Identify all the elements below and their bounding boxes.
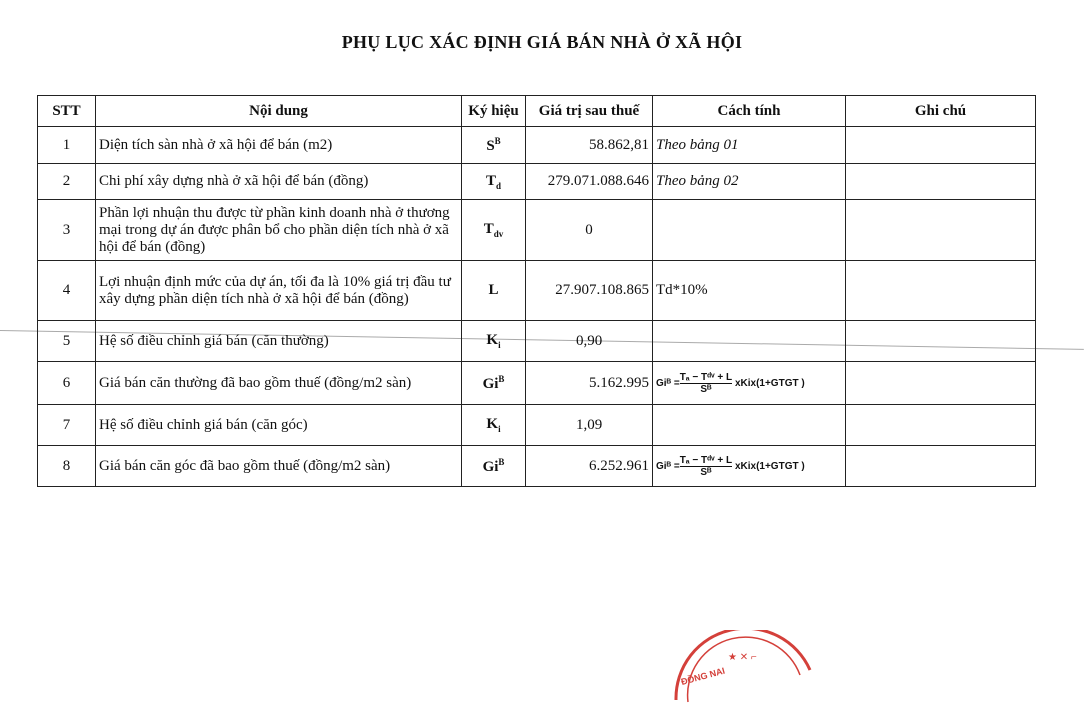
note-cell bbox=[846, 200, 1036, 261]
column-header: Giá trị sau thuế bbox=[526, 96, 653, 127]
value-cell: 27.907.108.865 bbox=[526, 261, 653, 321]
value-cell: 1,09 bbox=[526, 405, 653, 446]
column-header: Cách tính bbox=[653, 96, 846, 127]
column-header: Ghi chú bbox=[846, 96, 1036, 127]
method-cell bbox=[653, 405, 846, 446]
table-row bbox=[38, 362, 1036, 405]
note-cell bbox=[846, 127, 1036, 164]
note-cell bbox=[846, 261, 1036, 321]
symbol-cell: $S^B$ bbox=[462, 127, 526, 164]
svg-text:★ ✕ ⌐: ★ ✕ ⌐ bbox=[728, 652, 757, 663]
stt-cell: 5 bbox=[38, 321, 96, 362]
stt-cell: 4 bbox=[38, 261, 96, 321]
note-cell bbox=[846, 362, 1036, 405]
method-cell: Td*10% bbox=[653, 261, 846, 321]
price-formula: Giᴮ = $\frac{\text{Tₐ − Tᵈᵛ + L}}{\text{Sᴮ}}$ xKix(1+GTGT ) bbox=[656, 371, 805, 395]
column-header: Nội dung bbox=[96, 96, 462, 127]
table-row bbox=[38, 261, 1036, 321]
column-header: STT bbox=[38, 96, 96, 127]
value-cell: 6.252.961 bbox=[526, 446, 653, 487]
column-header: Ký hiệu bbox=[462, 96, 526, 127]
value-cell: 0,90 bbox=[526, 321, 653, 362]
note-cell bbox=[846, 164, 1036, 200]
table-row bbox=[38, 164, 1036, 200]
page-title: PHỤ LỤC XÁC ĐỊNH GIÁ BÁN NHÀ Ở XÃ HỘI bbox=[341, 32, 743, 52]
note-cell bbox=[846, 446, 1036, 487]
symbol-cell: $Gi^B$ bbox=[462, 446, 526, 487]
content-cell: Hệ số điều chỉnh giá bán (căn thường) bbox=[96, 321, 462, 362]
stt-cell: 8 bbox=[38, 446, 96, 487]
symbol-cell: $K_i$ bbox=[462, 321, 526, 362]
method-cell bbox=[653, 200, 846, 261]
method-cell bbox=[653, 321, 846, 362]
symbol-cell: L bbox=[462, 261, 526, 321]
content-cell: Chi phí xây dựng nhà ở xã hội để bán (đồng) bbox=[96, 164, 462, 200]
content-cell: Giá bán căn góc đã bao gồm thuế (đồng/m2 sàn) bbox=[96, 446, 462, 487]
stt-cell: 7 bbox=[38, 405, 96, 446]
symbol-cell: $K_i$ bbox=[462, 405, 526, 446]
content-cell: Lợi nhuận định mức của dự án, tối đa là 10% giá trị đầu tư xây dựng phần diện tích nhà ở xã hội để bán (đồng) bbox=[96, 261, 462, 321]
method-cell: Theo bảng 02 bbox=[653, 164, 846, 200]
symbol-cell: $T_d$ bbox=[462, 164, 526, 200]
table-row bbox=[38, 446, 1036, 487]
table-row bbox=[38, 127, 1036, 164]
table-row bbox=[38, 405, 1036, 446]
method-cell: Theo bảng 01 bbox=[653, 127, 846, 164]
stt-cell: 1 bbox=[38, 127, 96, 164]
table-row bbox=[38, 321, 1036, 362]
note-cell bbox=[846, 321, 1036, 362]
table-header bbox=[38, 96, 1036, 127]
method-cell bbox=[653, 362, 846, 405]
stt-cell: 6 bbox=[38, 362, 96, 405]
svg-text:ĐỒNG NAI: ĐỒNG NAI bbox=[679, 665, 726, 687]
stt-cell: 2 bbox=[38, 164, 96, 200]
note-cell bbox=[846, 405, 1036, 446]
content-cell: Hệ số điều chỉnh giá bán (căn góc) bbox=[96, 405, 462, 446]
price-table bbox=[37, 95, 1036, 487]
symbol-cell: $T_{dv}$ bbox=[462, 200, 526, 261]
symbol-cell: $Gi^B$ bbox=[462, 362, 526, 405]
price-formula: Giᴮ = $\frac{\text{Tₐ − Tᵈᵛ + L}}{\text{Sᴮ}}$ xKix(1+GTGT ) bbox=[656, 454, 805, 478]
method-cell bbox=[653, 446, 846, 487]
value-cell: 5.162.995 bbox=[526, 362, 653, 405]
red-stamp bbox=[668, 630, 818, 705]
content-cell: Phần lợi nhuận thu được từ phần kinh doanh nhà ở thương mại trong dự án được phân bổ cho phần diện tích nhà ở xã hội để bán (đồng) bbox=[96, 200, 462, 261]
content-cell: Giá bán căn thường đã bao gồm thuế (đồng/m2 sàn) bbox=[96, 362, 462, 405]
value-cell: 279.071.088.646 bbox=[526, 164, 653, 200]
value-cell: 0 bbox=[526, 200, 653, 261]
content-cell: Diện tích sàn nhà ở xã hội để bán (m2) bbox=[96, 127, 462, 164]
stt-cell: 3 bbox=[38, 200, 96, 261]
table-row bbox=[38, 200, 1036, 261]
value-cell: 58.862,81 bbox=[526, 127, 653, 164]
